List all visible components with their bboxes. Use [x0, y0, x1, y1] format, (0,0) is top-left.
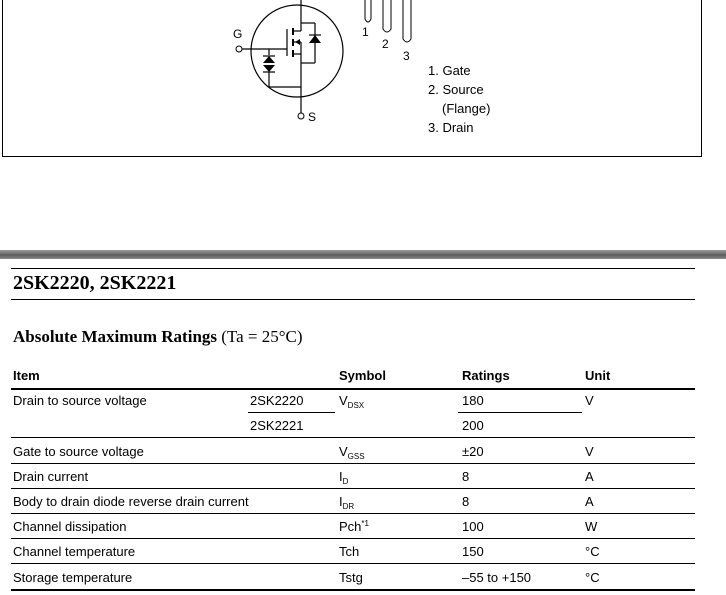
row-symbol: Tstg: [339, 570, 363, 585]
section-condition: (Ta = 25°C): [221, 327, 303, 346]
row-symbol: $I_{DR}$: [339, 494, 355, 511]
row-rule: [11, 463, 695, 464]
rating-rule: [458, 412, 582, 413]
row-rating: 200: [462, 418, 484, 433]
row-unit: °C: [585, 544, 600, 559]
row-item: Storage temperature: [13, 570, 133, 585]
row-rule: [11, 538, 695, 539]
legend-item: (Flange): [442, 101, 491, 116]
row-unit: °C: [585, 570, 600, 585]
row-unit: A: [585, 494, 594, 509]
legend-item: 2. Source: [428, 82, 484, 97]
header-unit: Unit: [585, 368, 611, 383]
row-unit: V: [585, 444, 594, 459]
row-variant: 2SK2220: [250, 393, 304, 408]
row-rule: [11, 563, 695, 564]
part-title: 2SK2220, 2SK2221: [13, 272, 177, 294]
row-unit: V: [585, 393, 594, 408]
row-symbol: Tch: [339, 544, 360, 559]
row-rule: [11, 488, 695, 489]
row-unit: W: [585, 519, 598, 534]
mosfet-schematic-icon: [3, 0, 703, 158]
page-separator: [0, 250, 726, 259]
pin-number-3: 3: [403, 49, 410, 63]
row-rule: [11, 437, 695, 438]
row-symbol: $I_D$: [339, 469, 349, 486]
row-variant: 2SK2221: [250, 418, 304, 433]
pin-number-1: 1: [362, 25, 369, 39]
row-rating: –55 to +150: [462, 570, 532, 585]
pin-number-2: 2: [382, 37, 389, 51]
pin-legend: [428, 61, 490, 137]
row-symbol: $V_{DSX}$: [339, 393, 365, 410]
row-item: Body to drain diode reverse drain current: [13, 494, 249, 509]
row-unit: A: [585, 469, 594, 484]
row-item: Drain to source voltage: [13, 393, 147, 408]
title-rule-bottom: [11, 299, 695, 300]
variant-rule: [248, 412, 335, 413]
row-item: Gate to source voltage: [13, 444, 144, 459]
row-rule: [11, 513, 695, 514]
gate-label: G: [233, 27, 243, 41]
section-title: [13, 327, 303, 347]
row-item: Channel temperature: [13, 544, 136, 559]
row-rating: 180: [462, 393, 484, 408]
table-bottom-rule: [11, 589, 695, 591]
header-rule: [11, 388, 695, 390]
legend-item: 3. Drain: [428, 120, 474, 135]
row-symbol: Pch$^{*1}$: [339, 519, 369, 534]
header-symbol: Symbol: [339, 368, 386, 383]
source-label: S: [308, 110, 317, 124]
row-rating: 8: [462, 469, 470, 484]
row-rating: 8: [462, 494, 470, 509]
row-item: Drain current: [13, 469, 89, 484]
legend-item: 1. Gate: [428, 63, 471, 78]
row-item: Channel dissipation: [13, 519, 127, 534]
title-rule-top: [11, 268, 695, 269]
pin-diagram-box: [2, 0, 702, 157]
row-rating: 150: [462, 544, 484, 559]
header-ratings: Ratings: [462, 368, 510, 383]
row-rating: ±20: [462, 444, 484, 459]
row-symbol: $V_{GSS}$: [339, 444, 365, 461]
section-heading: Absolute Maximum Ratings: [13, 327, 218, 346]
row-rating: 100: [462, 519, 484, 534]
header-item: Item: [13, 368, 40, 383]
